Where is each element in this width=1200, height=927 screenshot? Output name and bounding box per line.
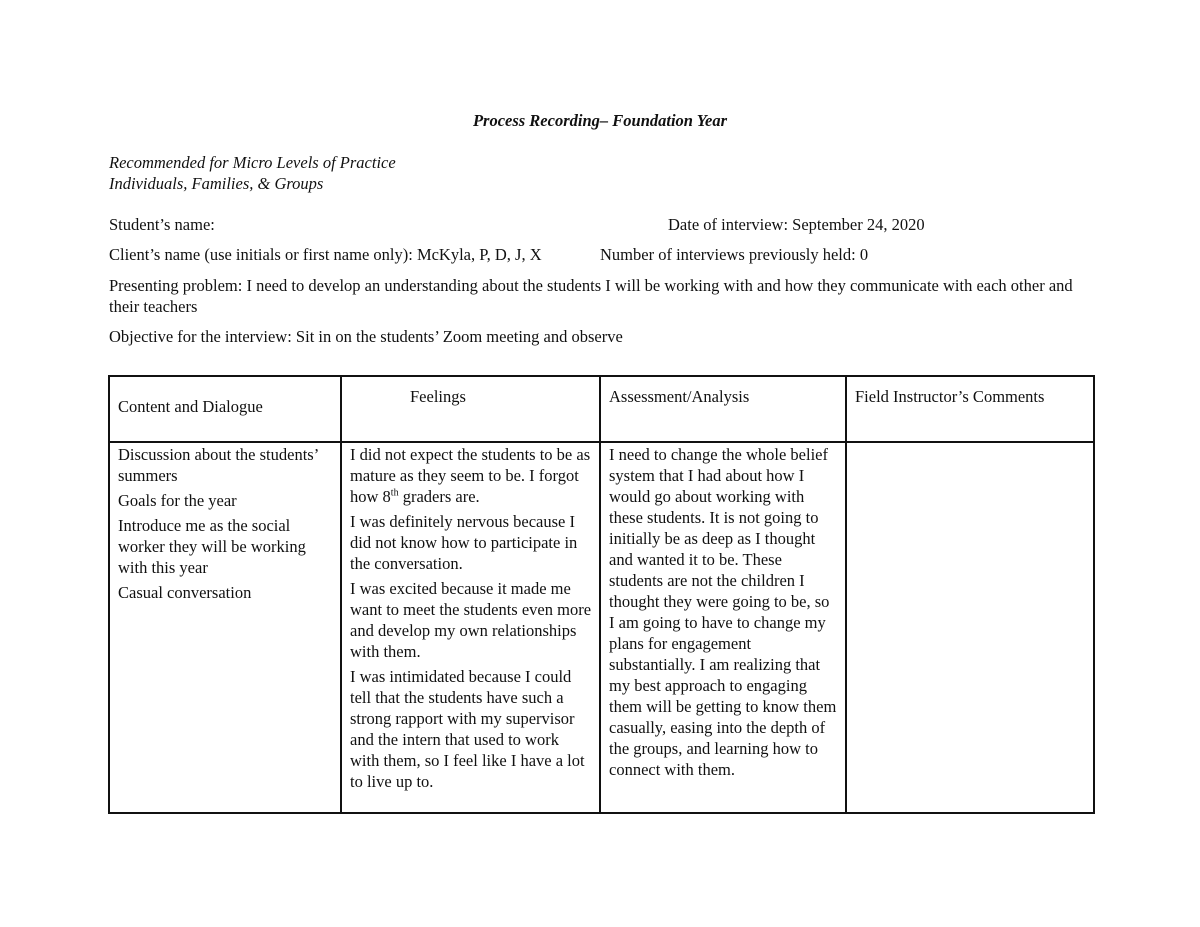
header-assessment-analysis: Assessment/Analysis (600, 376, 846, 442)
date-of-interview-field: Date of interview: September 24, 2020 (668, 215, 925, 234)
table-header-row (109, 376, 1094, 442)
process-recording-table (108, 375, 1095, 814)
presenting-problem-field: Presenting problem: I need to develop an understanding about the students I will be working with and how they communicate with each other and their teachers (109, 276, 1073, 316)
content-item: Goals for the year (118, 491, 237, 510)
content-item: Introduce me as the social worker they will be working with this year (118, 516, 306, 577)
content-dialogue-cell (109, 442, 341, 813)
previous-interviews-field: Number of interviews previously held: 0 (600, 245, 869, 264)
client-name-field: Client’s name (use initials or first name only): McKyla, P, D, J, X (109, 245, 542, 264)
content-item: Discussion about the students’ summers (118, 445, 318, 485)
header-content-dialogue: Content and Dialogue (109, 376, 341, 442)
content-item: Casual conversation (118, 583, 252, 602)
table-row (109, 442, 1094, 813)
subtitle-practice-level: Recommended for Micro Levels of Practice (109, 153, 396, 172)
subtitle-client-types: Individuals, Families, & Groups (109, 174, 324, 193)
assessment-text: I need to change the whole belief system that I had about how I would go about working with these students. It is not going to initially be as deep as I thought and wanted it to be. These students are not the children I thought they were going to be, so I am going to have to change my plans for engagement substantially. I am realizing that my best approach to engaging them will be getting to know them casually, easing into the depth of the groups, and learning how to connect with them. (609, 445, 837, 779)
student-name-field: Student’s name: (109, 215, 215, 234)
feeling-item: I was definitely nervous because I did not know how to participate in the conversation. (350, 512, 578, 573)
header-feelings: Feelings (341, 376, 600, 442)
feeling-item: I was excited because it made me want to meet the students even more and develop my own relationships with them. (350, 579, 592, 661)
assessment-analysis-cell (600, 442, 846, 813)
feeling-item: I did not expect the students to be as mature as they seem to be. I forgot how 8th graders are. (350, 445, 591, 506)
objective-field: Objective for the interview: Sit in on the students’ Zoom meeting and observe (109, 327, 623, 346)
field-instructor-comments-cell (846, 442, 1094, 813)
feelings-cell (341, 442, 600, 813)
document-title: Process Recording– Foundation Year (472, 111, 728, 130)
header-field-instructor-comments: Field Instructor’s Comments (846, 376, 1094, 442)
feeling-item: I was intimidated because I could tell that the students have such a strong rapport with my supervisor and the intern that used to work with them, so I feel like I have a lot to live up to. (350, 667, 585, 791)
